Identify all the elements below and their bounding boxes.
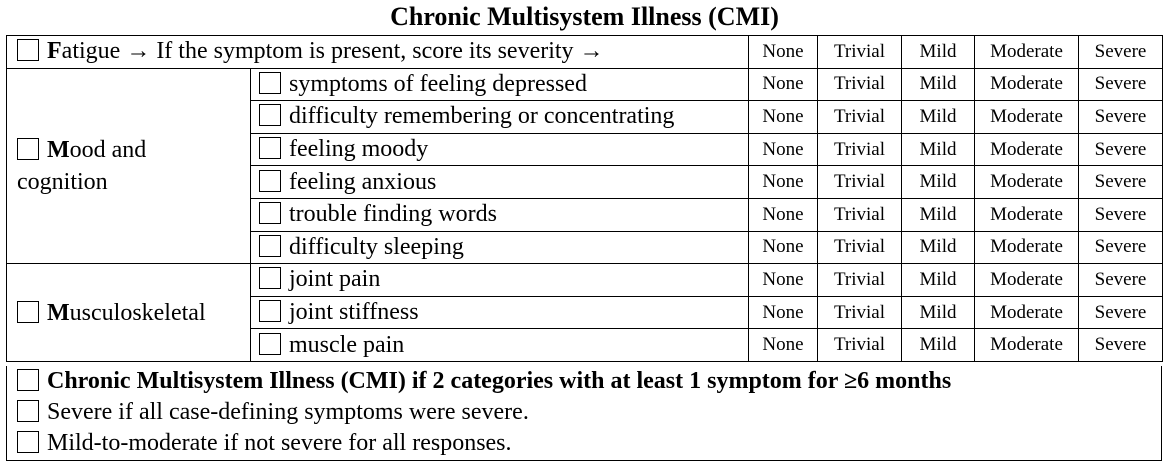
severity-option-severe[interactable]: Severe — [1079, 329, 1163, 362]
summary-box — [6, 366, 1162, 461]
severity-option-moderate[interactable]: Moderate — [975, 133, 1079, 166]
severity-option-moderate[interactable]: Moderate — [975, 36, 1079, 69]
checkbox[interactable] — [259, 267, 281, 289]
severity-option-none[interactable]: None — [749, 133, 818, 166]
symptom-cell: difficulty sleeping — [251, 231, 749, 264]
severity-option-none[interactable]: None — [749, 101, 818, 134]
severity-option-moderate[interactable]: Moderate — [975, 101, 1079, 134]
severity-option-mild[interactable]: Mild — [902, 166, 975, 199]
checkbox[interactable] — [259, 170, 281, 192]
severity-option-trivial[interactable]: Trivial — [818, 133, 902, 166]
checkbox[interactable] — [17, 39, 39, 61]
symptom-cell: feeling anxious — [251, 166, 749, 199]
severity-option-severe[interactable]: Severe — [1079, 68, 1163, 101]
severity-option-moderate[interactable]: Moderate — [975, 198, 1079, 231]
symptom-cell: joint pain — [251, 264, 749, 297]
severity-option-mild[interactable]: Mild — [902, 329, 975, 362]
severity-option-none[interactable]: None — [749, 264, 818, 297]
symptom-table — [6, 35, 1163, 362]
severity-option-trivial[interactable]: Trivial — [818, 329, 902, 362]
severity-option-none[interactable]: None — [749, 166, 818, 199]
category-cell: Mood and cognition — [7, 68, 251, 264]
severity-option-moderate[interactable]: Moderate — [975, 68, 1079, 101]
severity-option-none[interactable]: None — [749, 68, 818, 101]
severity-option-severe[interactable]: Severe — [1079, 231, 1163, 264]
severity-option-mild[interactable]: Mild — [902, 36, 975, 69]
severity-option-trivial[interactable]: Trivial — [818, 264, 902, 297]
severity-option-moderate[interactable]: Moderate — [975, 264, 1079, 297]
checkbox[interactable] — [259, 202, 281, 224]
severity-option-severe[interactable]: Severe — [1079, 101, 1163, 134]
severity-option-trivial[interactable]: Trivial — [818, 296, 902, 329]
severity-option-mild[interactable]: Mild — [902, 296, 975, 329]
checkbox[interactable] — [17, 431, 39, 453]
severity-option-severe[interactable]: Severe — [1079, 198, 1163, 231]
severity-option-mild[interactable]: Mild — [902, 264, 975, 297]
table-row — [7, 68, 1163, 101]
severity-option-mild[interactable]: Mild — [902, 68, 975, 101]
checkbox[interactable] — [17, 400, 39, 422]
checkbox[interactable] — [17, 301, 39, 323]
severity-option-none[interactable]: None — [749, 329, 818, 362]
checkbox[interactable] — [17, 138, 39, 160]
summary-line-severe: Severe if all case-defining symptoms were severe. — [7, 397, 1161, 428]
severity-option-mild[interactable]: Mild — [902, 231, 975, 264]
checkbox[interactable] — [259, 104, 281, 126]
category-cell: Musculoskeletal — [7, 264, 251, 362]
severity-option-severe[interactable]: Severe — [1079, 296, 1163, 329]
severity-option-trivial[interactable]: Trivial — [818, 166, 902, 199]
severity-option-mild[interactable]: Mild — [902, 133, 975, 166]
severity-option-moderate[interactable]: Moderate — [975, 296, 1079, 329]
symptom-cell: muscle pain — [251, 329, 749, 362]
symptom-cell: feeling moody — [251, 133, 749, 166]
severity-option-mild[interactable]: Mild — [902, 198, 975, 231]
severity-option-trivial[interactable]: Trivial — [818, 198, 902, 231]
severity-option-severe[interactable]: Severe — [1079, 166, 1163, 199]
summary-line-mild: Mild-to-moderate if not severe for all responses. — [7, 428, 1161, 459]
symptom-cell: joint stiffness — [251, 296, 749, 329]
checkbox[interactable] — [259, 235, 281, 257]
checkbox[interactable] — [259, 300, 281, 322]
severity-option-moderate[interactable]: Moderate — [975, 231, 1079, 264]
severity-option-trivial[interactable]: Trivial — [818, 101, 902, 134]
severity-option-moderate[interactable]: Moderate — [975, 166, 1079, 199]
checkbox[interactable] — [259, 72, 281, 94]
severity-option-none[interactable]: None — [749, 296, 818, 329]
table-row — [7, 264, 1163, 297]
checkbox[interactable] — [17, 369, 39, 391]
severity-option-severe[interactable]: Severe — [1079, 133, 1163, 166]
symptom-cell: difficulty remembering or concentrating — [251, 101, 749, 134]
symptom-cell: symptoms of feeling depressed — [251, 68, 749, 101]
severity-option-trivial[interactable]: Trivial — [818, 68, 902, 101]
form-title: Chronic Multisystem Illness (CMI) — [390, 2, 779, 31]
symptom-cell: trouble finding words — [251, 198, 749, 231]
severity-option-severe[interactable]: Severe — [1079, 36, 1163, 69]
category-fatigue: Fatigue → If the symptom is present, score its severity → — [7, 36, 749, 69]
severity-option-severe[interactable]: Severe — [1079, 264, 1163, 297]
severity-option-mild[interactable]: Mild — [902, 101, 975, 134]
severity-option-moderate[interactable]: Moderate — [975, 329, 1079, 362]
table-row-fatigue — [7, 36, 1163, 69]
severity-option-none[interactable]: None — [749, 36, 818, 69]
checkbox[interactable] — [259, 137, 281, 159]
summary-line-cmi: Chronic Multisystem Illness (CMI) if 2 categories with at least 1 symptom for ≥6 months — [7, 366, 1161, 397]
severity-option-trivial[interactable]: Trivial — [818, 231, 902, 264]
checkbox[interactable] — [259, 333, 281, 355]
severity-option-none[interactable]: None — [749, 198, 818, 231]
severity-option-trivial[interactable]: Trivial — [818, 36, 902, 69]
severity-option-none[interactable]: None — [749, 231, 818, 264]
